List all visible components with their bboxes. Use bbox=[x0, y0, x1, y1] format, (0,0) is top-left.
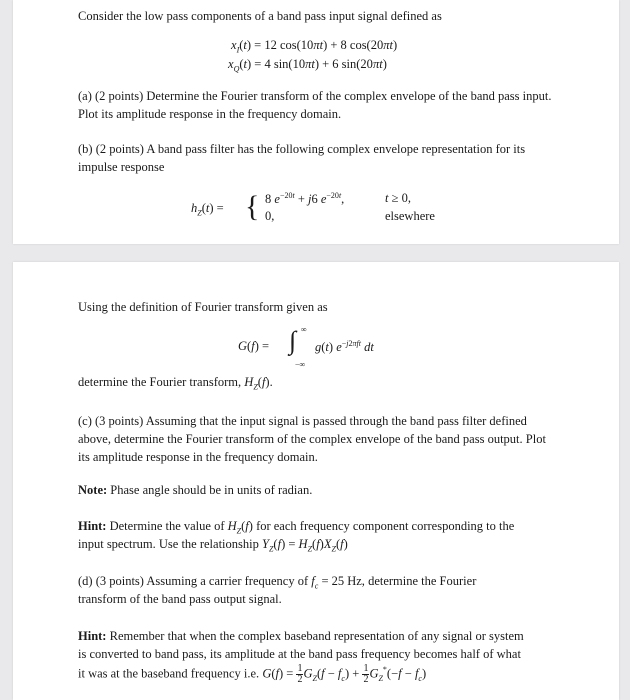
determine-hz: determine the Fourier transform, $H_Z(f)$. bbox=[78, 375, 273, 392]
question-card-bottom bbox=[13, 262, 619, 700]
integral-lower: −∞ bbox=[295, 360, 306, 369]
part-b-text: (b) (2 points) A band pass filter has the following complex envelope representation for its impulse response bbox=[78, 142, 526, 174]
definition-intro: Using the definition of Fourier transform given as bbox=[78, 300, 328, 314]
hint-2-line-2: is converted to band pass, its amplitude at the band pass frequency becomes half of what bbox=[78, 647, 521, 661]
fourier-definition-rhs: g(t) $e^{-j2\pi ft}$ dt bbox=[315, 339, 374, 355]
hz-case-2-cond: elsewhere bbox=[385, 209, 435, 223]
hint-1-line-2: input spectrum. Use the relationship $Y_Z(f) = H_Z(f)X_Z(f)$ bbox=[78, 537, 348, 554]
fourier-definition-lhs: G(f) = bbox=[238, 339, 270, 353]
part-c-text: (c) (3 points) Assuming that the input signal is passed through the band pass filter defined above, determine the Fourier transform of the complex envelope of the band pass output. Plot its amplitude response in the frequency domain. bbox=[78, 414, 546, 464]
part-a-text: (a) (2 points) Determine the Fourier transform of the complex envelope of the band pass input. Plot its amplitude response in the frequency domain. bbox=[78, 89, 552, 121]
note-line: Note: Phase angle should be in units of radian. bbox=[78, 483, 313, 497]
equation-xi: $x_I(t) = 12$ cos(10πt) + 8 cos(20πt) bbox=[231, 38, 398, 55]
hz-lhs: $h_Z(t)$ = bbox=[191, 201, 224, 218]
hint-2-line-3: it was at the baseband frequency i.e. G(f) = $\frac{1}{2}$ $G_Z(f - f_c)$ + $\frac{1}{2}$ $G_Z^*(-f - f_c)$ bbox=[78, 663, 427, 685]
part-d-line-1: (d) (3 points) Assuming a carrier frequency of $f_c = 25$ Hz, determine the Fourier bbox=[78, 574, 477, 591]
equation-xq: $x_Q(t) = 4$ sin(10πt) + 6 sin(20πt) bbox=[228, 57, 387, 74]
hz-case-1: 8 $e^{-20t} + j6$ $e^{-20t}$, bbox=[265, 191, 345, 207]
intro-text: Consider the low pass components of a band pass input signal defined as bbox=[78, 9, 442, 23]
hint-1-line-1: Hint: Determine the value of $H_Z(f)$ for each frequency component corresponding to the bbox=[78, 519, 515, 536]
integral-upper: ∞ bbox=[301, 325, 307, 334]
hz-case-1-cond: t ≥ 0, bbox=[385, 191, 411, 205]
left-brace: { bbox=[245, 190, 260, 223]
question-card-top bbox=[13, 0, 619, 244]
hint-2-line-1: Hint: Remember that when the complex baseband representation of any signal or system bbox=[78, 629, 524, 643]
integral-sign: ∫ bbox=[289, 326, 297, 355]
part-d-line-2: transform of the band pass output signal. bbox=[78, 592, 282, 606]
hz-case-2: 0, bbox=[265, 209, 275, 223]
